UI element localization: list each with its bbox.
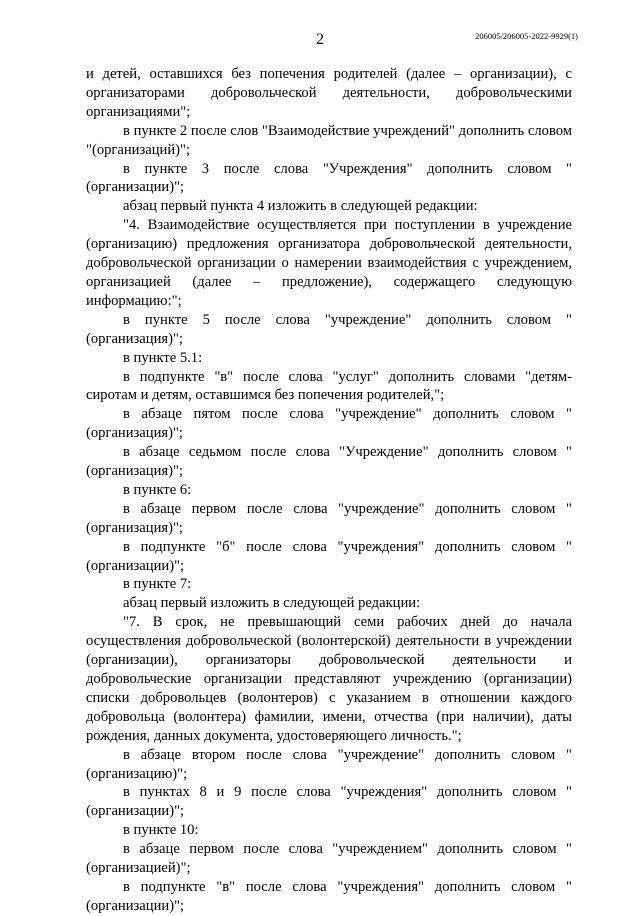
document-body — [86, 65, 572, 916]
paragraph: в абзаце первом после слова "учреждением" дополнить словом "(организацией)"; — [86, 841, 572, 877]
paragraph: в пункте 5.1: — [123, 349, 203, 366]
paragraph: в абзаце втором после слова "учреждение" дополнить словом "(организацию)"; — [86, 746, 572, 782]
paragraph: "4. Взаимодействие осуществляется при поступлении в учреждение (организацию) предложения организатора добровольческой деятельности, добровольческой организации о намерении взаимодействия с учреждением, организацией (далее – предложение), содержащего следующую информацию:"; — [86, 217, 572, 309]
paragraph: в пунктах 8 и 9 после слова "учреждения" дополнить словом "(организации)"; — [86, 784, 572, 820]
paragraph: абзац первый изложить в следующей редакции: — [123, 595, 421, 612]
paragraph: в пункте 3 после слова "Учреждения" дополнить словом "(организации)"; — [86, 160, 572, 196]
paragraph: в пункте 6: — [123, 481, 192, 498]
paragraph: в абзаце первом после слова "учреждение" дополнить словом "(организация)"; — [86, 500, 572, 536]
paragraph: в пункте 10: — [123, 822, 199, 839]
page-number: 2 — [316, 31, 324, 48]
document-code: 206005/206005-2022-9929(1) — [475, 31, 578, 41]
paragraph: в подпункте "в" после слова "услуг" дополнить словами "детям-сиротам и детям, оставшимся без попечения родителей,"; — [86, 368, 572, 404]
paragraph: в пункте 5 после слова "учреждение" дополнить словом "(организация)"; — [86, 311, 572, 347]
paragraph: "7. В срок, не превышающий семи рабочих дней до начала осуществления добровольческой (волонтерской) деятельности в учреждении (организации), организаторы добровольческой деятельности и добровольческие организации представляют учреждению (организации) списки добровольцев (волонтеров) с указанием в отношении каждого добровольца (волонтера) фамилии, имени, отчества (при наличии), даты рождения, данных документа, удостоверяющего личность."; — [86, 614, 572, 744]
paragraph: и детей, оставшихся без попечения родителей (далее – организации), с организаторами добровольческой деятельности, добровольческими организациями"; — [86, 66, 572, 120]
paragraph: в абзаце седьмом после слова "Учреждение" дополнить словом "(организация)"; — [86, 444, 572, 480]
paragraph: в подпункте "б" после слова "учреждения" дополнить словом "(организации)"; — [86, 538, 572, 574]
paragraph: в подпункте "в" после слова "учреждения" дополнить словом "(организации)"; — [86, 878, 572, 914]
paragraph: в пункте 2 после слов "Взаимодействие учреждений" дополнить словом "(организаций)"; — [86, 122, 572, 158]
paragraph: в абзаце пятом после слова "учреждение" дополнить словом "(организация)"; — [86, 406, 572, 442]
paragraph: в пункте 7: — [123, 576, 192, 593]
paragraph: абзац первый пункта 4 изложить в следующей редакции: — [123, 198, 478, 215]
